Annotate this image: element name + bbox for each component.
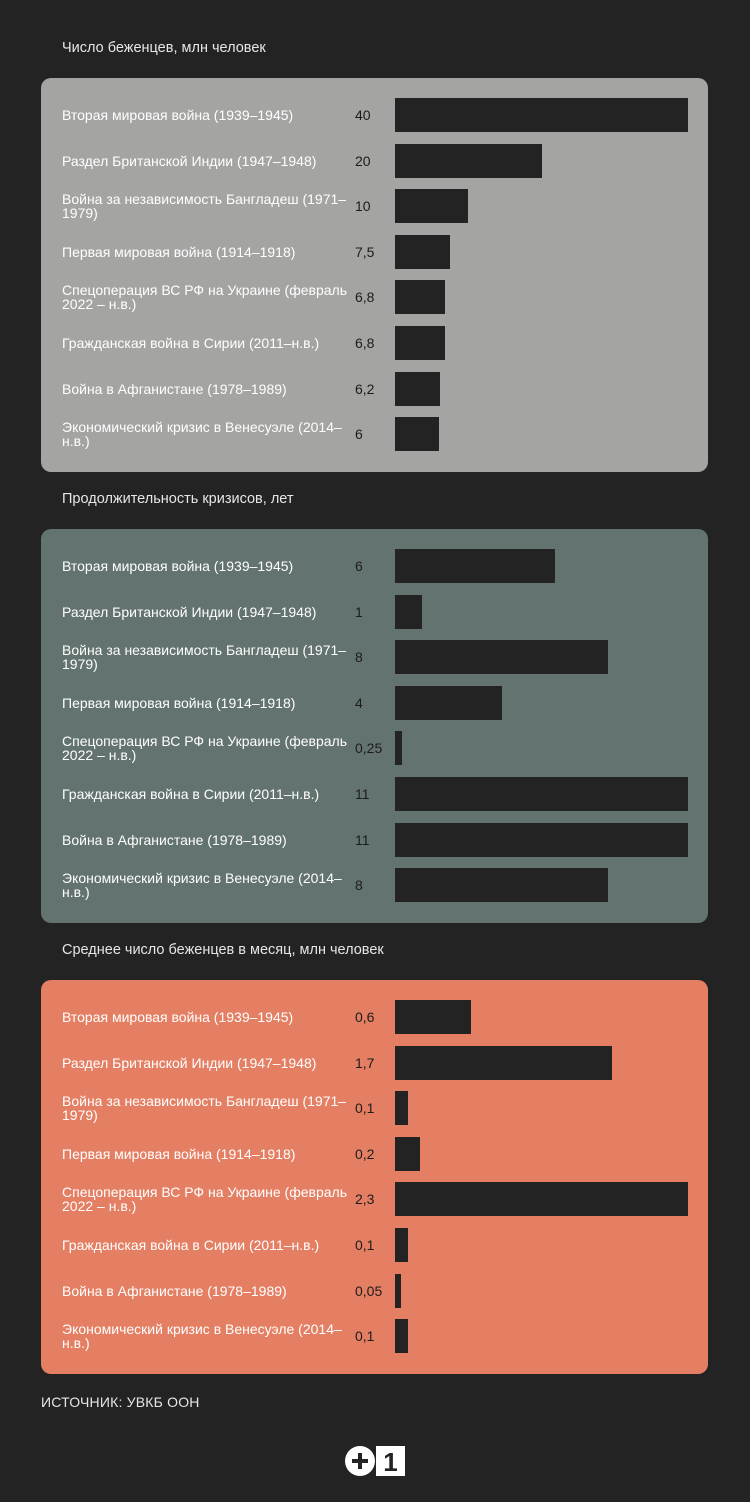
value-label: 2,3 [355, 1191, 375, 1208]
value-label: 6,8 [355, 289, 375, 306]
bar-row [41, 595, 708, 629]
category-label: Раздел Британской Индии (1947–1948) [62, 1054, 317, 1071]
value-label: 0,1 [355, 1100, 375, 1117]
bar [395, 640, 608, 674]
bar-row [41, 1091, 708, 1125]
bar-row [41, 98, 708, 132]
value-label: 20 [355, 152, 371, 169]
bar-row [41, 1000, 708, 1034]
bar [395, 1274, 401, 1308]
bar-row [41, 777, 708, 811]
bar [395, 1000, 471, 1034]
bar-row [41, 640, 708, 674]
value-label: 8 [355, 649, 363, 666]
source-note: ИСТОЧНИК: УВКБ ООН [41, 1394, 200, 1410]
category-label: Война за независимость Бангладеш (1971–1979) [62, 191, 347, 222]
value-label: 0,2 [355, 1145, 375, 1162]
bar [395, 1091, 408, 1125]
category-label: Война в Афганистане (1978–1989) [62, 831, 287, 848]
bar-row [41, 868, 708, 902]
value-label: 6 [355, 558, 363, 574]
logo-one-text: 1 [383, 1447, 398, 1477]
value-label: 4 [355, 694, 363, 711]
value-label: 0,05 [355, 1282, 383, 1299]
bar-row [41, 1319, 708, 1353]
category-label: Экономический кризис в Венесуэле (2014–н.в.) [62, 870, 342, 901]
bar-row [41, 326, 708, 360]
value-label: 0,6 [355, 1009, 375, 1025]
value-label: 40 [355, 107, 371, 123]
value-label: 11 [355, 786, 370, 802]
category-label: Вторая мировая война (1939–1945) [62, 107, 294, 123]
bar-row [41, 1046, 708, 1080]
category-label: Экономический кризис в Венесуэле (2014–н.в.) [62, 1321, 342, 1352]
bar [395, 777, 688, 811]
chart-panel-duration [41, 529, 708, 923]
value-label: 10 [355, 198, 371, 215]
bar-row [41, 1228, 708, 1262]
bar-row [41, 1137, 708, 1171]
value-label: 7,5 [355, 243, 375, 260]
category-label: Раздел Британской Индии (1947–1948) [62, 152, 317, 169]
bar [395, 823, 688, 857]
value-label: 0,1 [355, 1328, 375, 1345]
chart-title-monthly: Среднее число беженцев в месяц, млн человек [62, 942, 384, 958]
plus-one-logo [344, 1445, 406, 1477]
bar-row [41, 235, 708, 269]
chart-panel-refugees [41, 78, 708, 472]
category-label: Война в Афганистане (1978–1989) [62, 380, 287, 397]
bar [395, 189, 468, 223]
bar-row [41, 731, 708, 765]
bar [395, 417, 439, 451]
bar-row [41, 823, 708, 857]
category-label: Спецоперация ВС РФ на Украине (февраль 2022 – н.в.) [62, 1184, 347, 1215]
category-label: Первая мировая война (1914–1918) [62, 694, 296, 711]
bar [395, 868, 608, 902]
value-label: 11 [355, 831, 370, 848]
bar [395, 98, 688, 132]
value-label: 0,25 [355, 740, 383, 757]
bar-row [41, 144, 708, 178]
bar-row [41, 417, 708, 451]
bar-row [41, 549, 708, 583]
bar-row [41, 1274, 708, 1308]
bar-row [41, 686, 708, 720]
category-label: Вторая мировая война (1939–1945) [62, 558, 294, 574]
value-label: 6,2 [355, 380, 375, 397]
bar [395, 1046, 612, 1080]
bar-row [41, 189, 708, 223]
chart-title-duration: Продолжительность кризисов, лет [62, 491, 294, 507]
category-label: Гражданская война в Сирии (2011–н.в.) [62, 335, 320, 351]
category-label: Экономический кризис в Венесуэле (2014–н.в.) [62, 419, 342, 450]
bar [395, 731, 402, 765]
value-label: 0,1 [355, 1237, 375, 1253]
chart-panel-monthly [41, 980, 708, 1374]
category-label: Война в Афганистане (1978–1989) [62, 1282, 287, 1299]
category-label: Вторая мировая война (1939–1945) [62, 1009, 294, 1025]
category-label: Гражданская война в Сирии (2011–н.в.) [62, 786, 320, 802]
bar-row [41, 1182, 708, 1216]
bar-row [41, 372, 708, 406]
bar [395, 280, 445, 314]
bar [395, 549, 555, 583]
value-label: 1 [355, 603, 363, 620]
category-label: Спецоперация ВС РФ на Украине (февраль 2022 – н.в.) [62, 733, 347, 764]
category-label: Война за независимость Бангладеш (1971–1979) [62, 1093, 347, 1124]
bar [395, 1319, 408, 1353]
category-label: Первая мировая война (1914–1918) [62, 243, 296, 260]
category-label: Война за независимость Бангладеш (1971–1979) [62, 642, 347, 673]
bar [395, 1182, 688, 1216]
value-label: 8 [355, 877, 363, 894]
category-label: Первая мировая война (1914–1918) [62, 1145, 296, 1162]
bar [395, 595, 422, 629]
bar [395, 326, 445, 360]
value-label: 6,8 [355, 335, 375, 351]
value-label: 6 [355, 426, 363, 443]
bar [395, 144, 542, 178]
bar-row [41, 280, 708, 314]
category-label: Раздел Британской Индии (1947–1948) [62, 603, 317, 620]
category-label: Гражданская война в Сирии (2011–н.в.) [62, 1237, 320, 1253]
bar [395, 235, 450, 269]
bar [395, 372, 440, 406]
bar [395, 1137, 420, 1171]
bar [395, 686, 502, 720]
value-label: 1,7 [355, 1054, 375, 1071]
category-label: Спецоперация ВС РФ на Украине (февраль 2022 – н.в.) [62, 282, 347, 313]
chart-title-refugees: Число беженцев, млн человек [62, 40, 266, 56]
bar [395, 1228, 408, 1262]
